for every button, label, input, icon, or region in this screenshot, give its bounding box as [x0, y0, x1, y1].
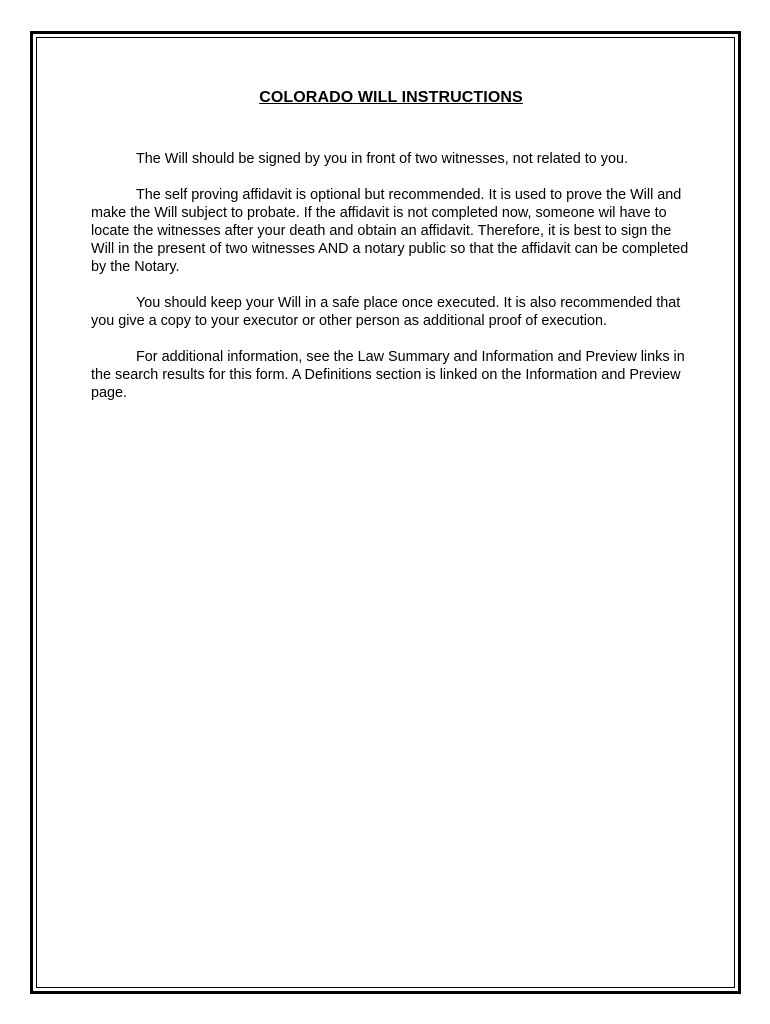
- paragraph-safekeeping: You should keep your Will in a safe place once executed. It is also recommended that you give a copy to your executor or other person as additional proof of execution.: [91, 295, 681, 329]
- paragraph-additional-info: For additional information, see the Law Summary and Information and Preview links in the search results for this form. A Definitions section is linked on the Information and Preview page.: [91, 349, 685, 401]
- document-title: COLORADO WILL INSTRUCTIONS: [259, 89, 523, 106]
- paragraph-affidavit: The self proving affidavit is optional but recommended. It is used to prove the Will and make the Will subject to probate. If the affidavit is not completed now, someone wil have to locate the witnesses after your death and obtain an affidavit. Therefore, it is best to sign the Will in the present of two witnesses AND a notary public so that the affidavit can be completed by the Notary.: [91, 187, 689, 275]
- document-body: [91, 86, 691, 420]
- paragraph-signing: The Will should be signed by you in front of two witnesses, not related to you.: [136, 151, 628, 167]
